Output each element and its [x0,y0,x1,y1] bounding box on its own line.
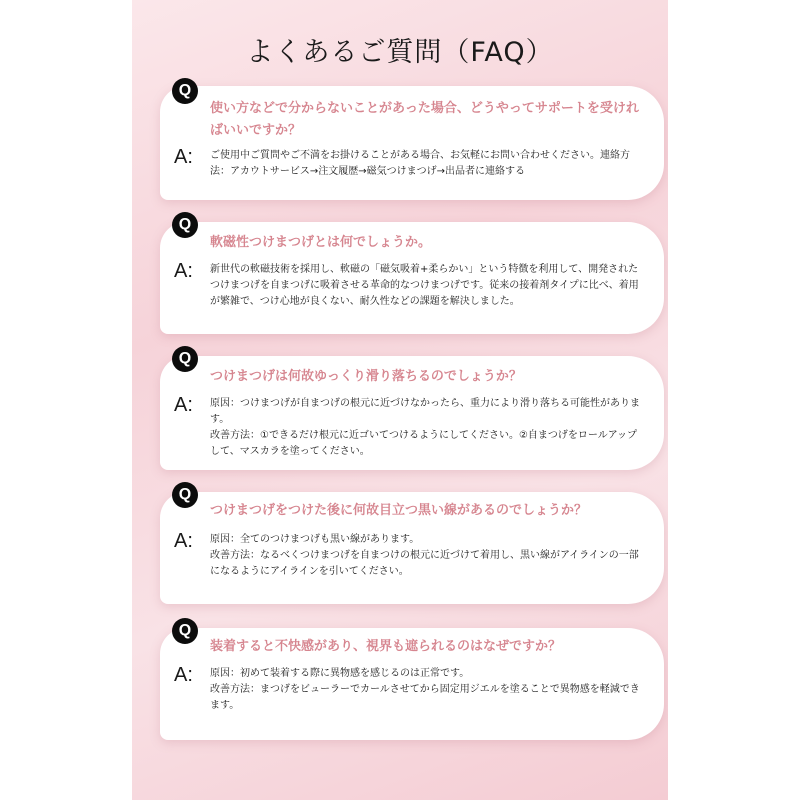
faq-answer-3-line-2: 改善方法：①できるだけ根元に近ゴいてつけるようにしてください。②自まつげをロールアップして、マスカラを塗ってください。 [210,430,638,457]
faq-card-1 [160,86,664,200]
q-badge-2: Q [172,212,198,238]
faq-answer-5-line-1: 原因：初めて装着する際に異物感を感じるのは正常です。 [210,668,470,679]
faq-answer-3 [210,396,640,460]
faq-card-3 [160,356,664,470]
answer-label-5: A: [174,664,193,686]
faq-question-3: つけまつげは何故ゆっくり滑り落ちるのでしょうか？ [210,369,522,384]
answer-label-4: A: [174,530,193,552]
faq-answer-5-line-2: 改善方法：まつげをビューラーでカールさせてから固定用ジエルを塗ることで異物感を軽減できます。 [210,684,640,711]
faq-answer-2-line-1: 新世代の軟磁技術を採用し、軟磁の「磁気吸着+柔らかい」という特徴を利用して、開発されたつけまつげを自まつげに吸着させる革命的なつけまつげです。従来の接着剤タイプに比べ、着用が繁雑で、つけ心地が良くない、耐久性などの課題を解決しました。 [210,264,639,307]
faq-card-2 [160,222,664,334]
q-badge-5: Q [172,618,198,644]
q-badge-3: Q [172,346,198,372]
faq-answer-5 [210,666,640,714]
faq-question-2: 軟磁性つけまつげとは何でしょうか。 [210,235,432,250]
faq-question-4: つけまつげをつけた後に何故目立つ黒い線があるのでしょうか？ [210,503,588,518]
q-badge-4: Q [172,482,198,508]
answer-label-2: A: [174,260,193,282]
faq-answer-3-line-1: 原因：つけまつげが自まつげの根元に近づけなかったら、重力により滑り落ちる可能性があります。 [210,398,640,425]
faq-answer-4 [210,532,640,580]
q-badge-1: Q [172,78,198,104]
answer-label-3: A: [174,394,193,416]
faq-question-5: 装着すると不快感があり、視界も遮られるのはなぜですか？ [210,639,562,654]
faq-answer-1 [210,148,640,180]
faq-answer-2 [210,262,640,310]
faq-page [132,0,668,800]
faq-card-5 [160,628,664,740]
faq-card-4 [160,492,664,604]
faq-answer-1-line-1: ご使用中ご質問やご不満をお掛けることがある場合、お気軽にお問い合わせください。連絡方法：アカウトサービス→注文履歴→磁気つけまつげ→出品者に連絡する [210,150,630,177]
page-title: よくあるご質問（FAQ） [246,37,554,68]
faq-question-1: 使い方などで分からないことがあった場合、どうやってサポートを受ければいいですか？ [210,101,639,138]
faq-answer-4-line-2: 改善方法：なるべくつけまつげを自まつけの根元に近づけて着用し、黒い線がアイラインの一部になるようにアイラインを引いてください。 [210,550,639,577]
answer-label-1: A: [174,146,193,168]
faq-answer-4-line-1: 原因：全てのつけまつげも黒い線があります。 [210,534,420,545]
